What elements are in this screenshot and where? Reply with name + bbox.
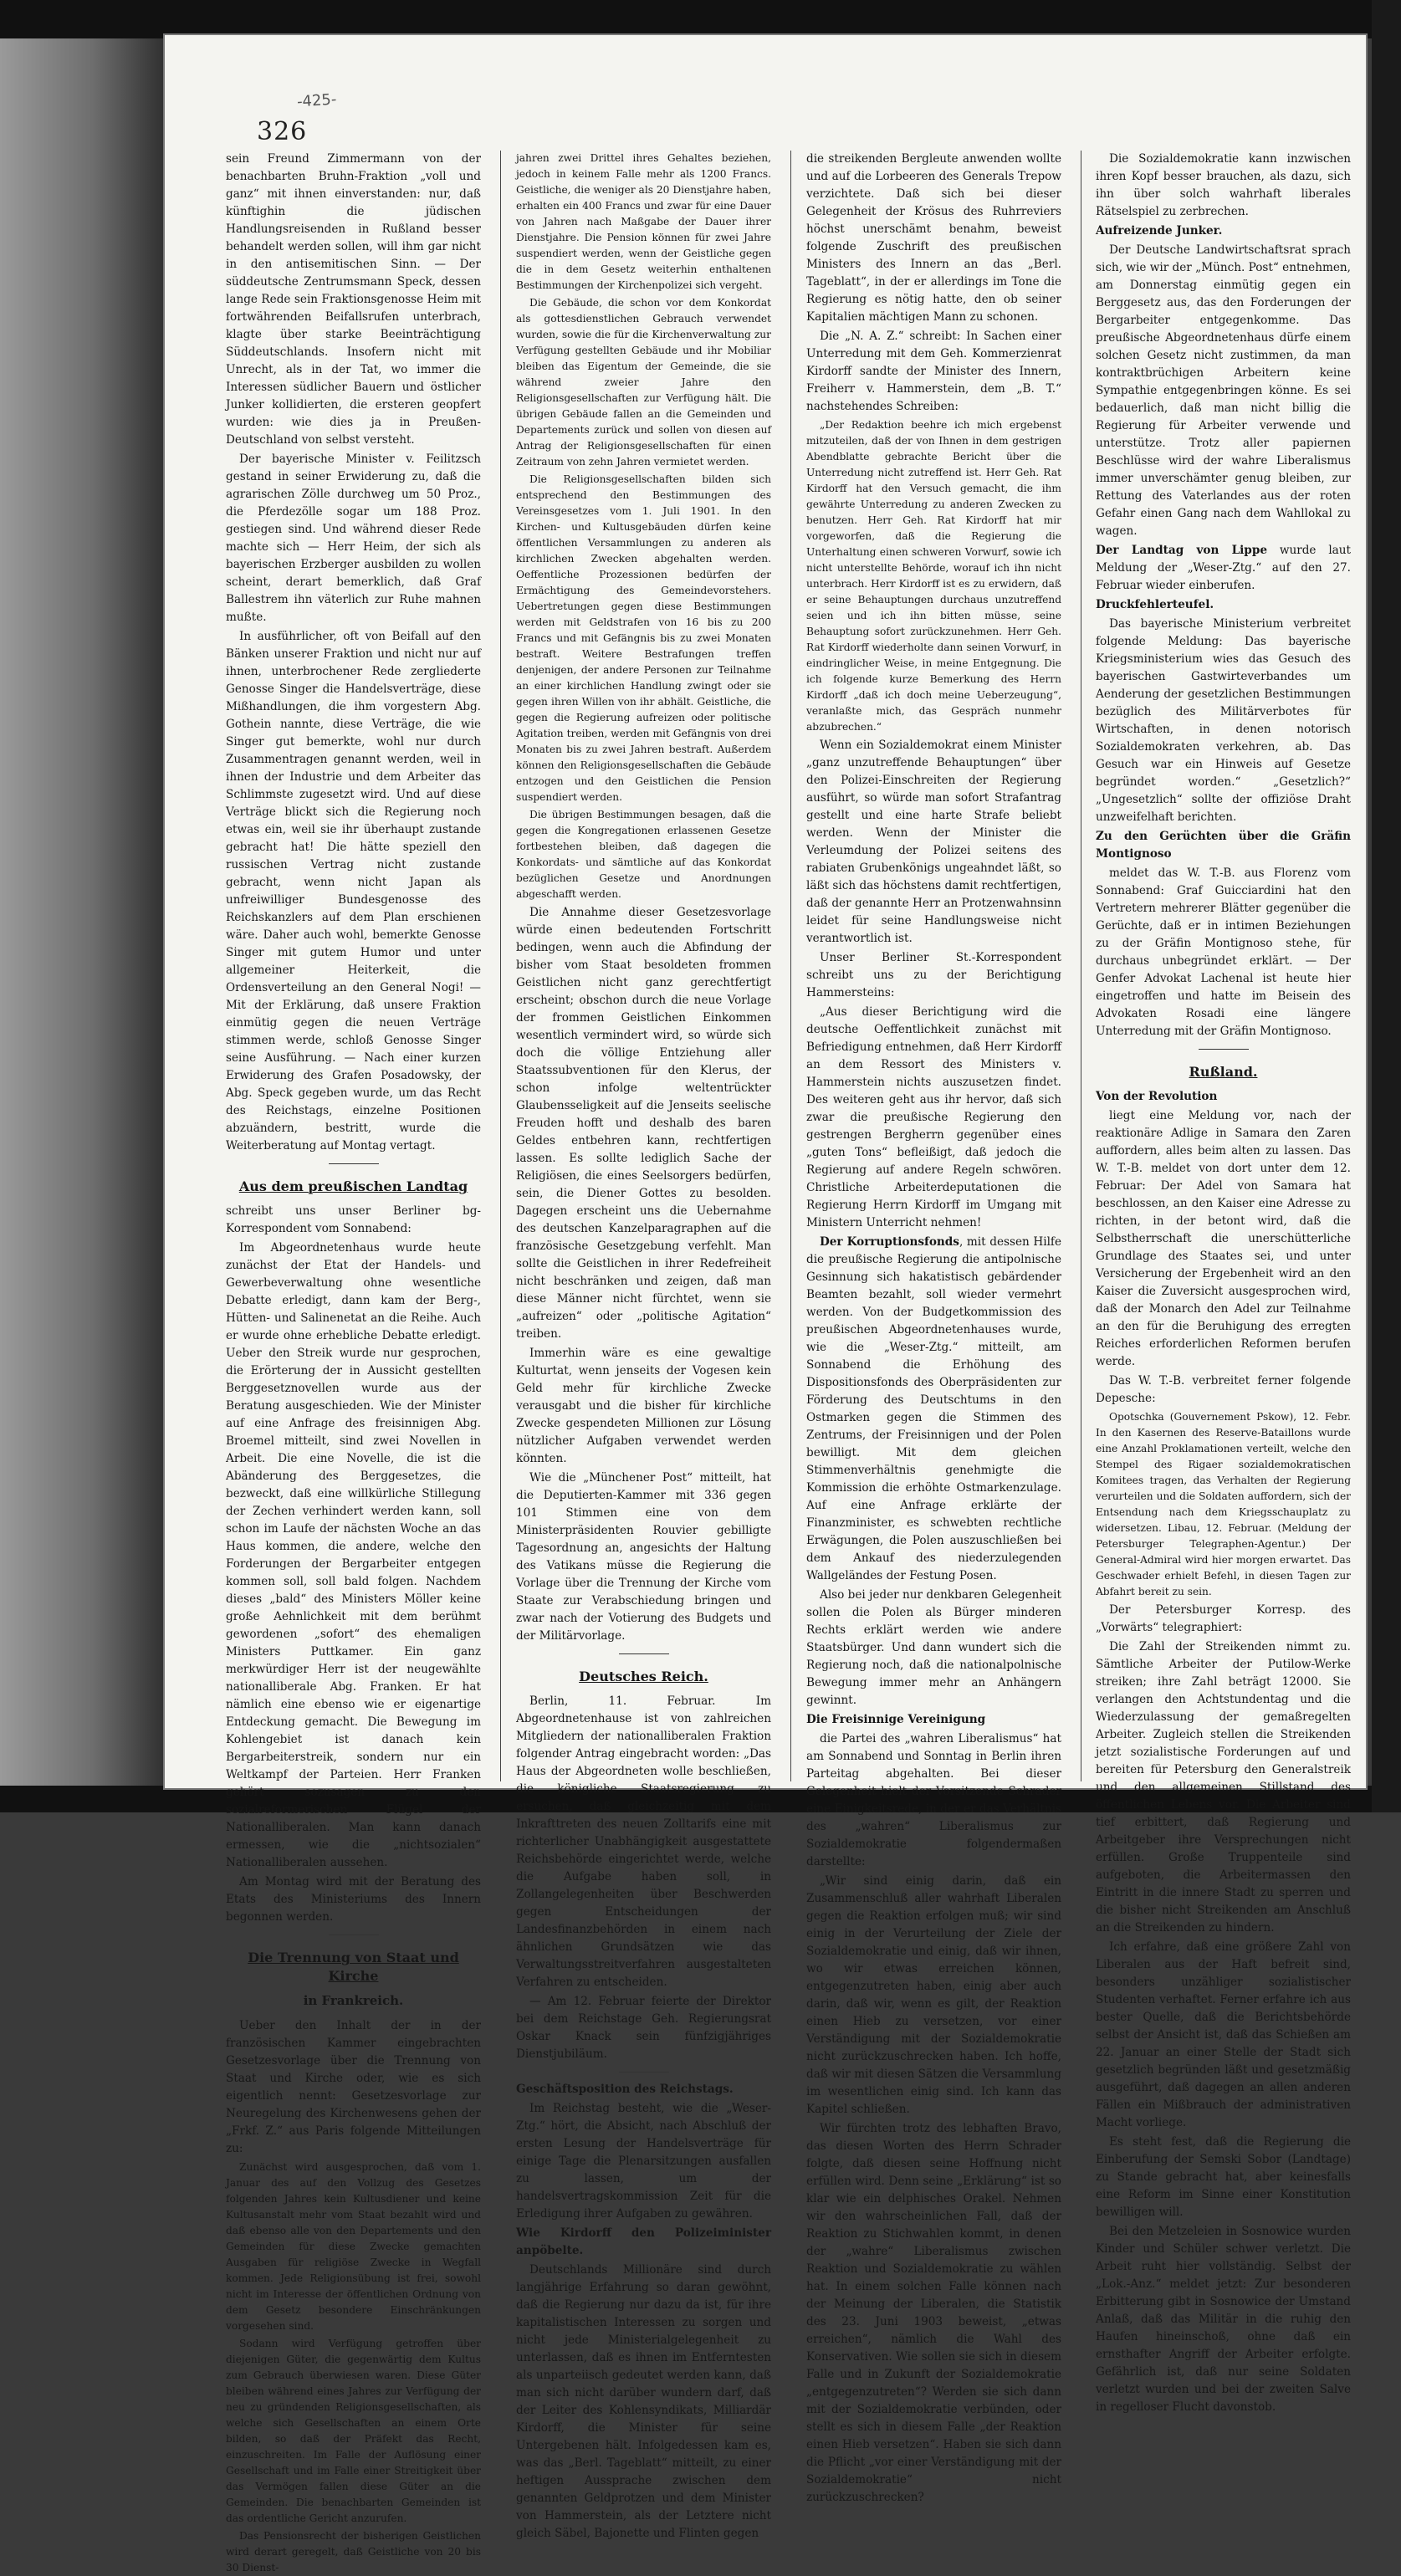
section-heading: Die Trennung von Staat und Kirche [248,1950,459,1984]
paragraph: meldet das W. T.-B. aus Florenz vom Sonnabend: Graf Guicciardini hat den Vertretern mehrerer Blätter gegenüber die Gerüchte, daß er in intimen Beziehungen zu der Gräfin Montignoso stehe, für durchaus unbegründet erklärt. — Der Genfer Advokat Lachenal ist heute hier eingetroffen und hatte im Beisein des Advokaten Rosadi eine längere Unterredung mit der Gräfin Montignoso. [1096,866,1351,1038]
paragraph: Ich erfahre, daß eine größere Zahl von Liberalen aus der Haft befreit sind, besonders unzähliger sozialistischer Studenten verhaftet. Ferner erfahre ich aus bester Quelle, daß die Berichtsbehörde selbst der Ansicht ist, daß das Schießen am 22. Januar an einer Stelle der Stadt sich gesetzlich begründen läßt und gesetzmäßig ausgeführt, daß dagegen an allen anderen Fällen ein Mißbrauch der administrativen Macht vorliege. [1096,1940,1351,2129]
paragraph: Wenn ein Sozialdemokrat einem Minister „ganz unzutreffende Behauptungen“ über den Polizei-Einschreiten der Regierung ausführt, so würde man sofort Strafantrag gestellt und eine harte Strafe beliebt werden. Wenn der Minister die Verleumdung der Polizei seitens des rabiaten Grubenkönigs ungeahndet läßt, so läßt sich das höchstens damit rechtfertigen, daß der genannte Herr an Protzenwahnsinn leidet für seine Handlungsweise nicht verantwortlich ist. [806,739,1061,945]
separator [619,1653,669,1654]
paragraph: Die Religionsgesellschaften bilden sich entsprechend den Bestimmungen des Vereinsgesetzes vom 1. Juli 1901. In den Kirchen- und Kultusgebäuden dürfen keine öffentlichen Versammlungen zu anderen als kirchlichen Zwecken abgehalten werden. Oeffentliche Prozessionen bedürfen der Ermächtigung des Gemeindevorstehers. Uebertretungen gegen diese Bestimmungen werden mit Geldstrafen von 16 bis zu 200 Francs und mit Gefängnis bis zu zwei Monaten bestraft. Weitere Bestrafungen treffen denjenigen, der andere Personen zur Teilnahme an einer kirchlichen Handlung zwingt oder sie gegen ihren Willen von ihr abhält. Geistliche, die gegen die Regierung aufreizen oder politische Agitation treiben, werden mit Gefängnis von drei Monaten bis zu zwei Jahren bestraft. Außerdem können den Religionsgesellschaften die Gebäude entzogen und den Geistlichen die Pension suspendiert werden. [516,473,771,803]
paragraph: Bei den Metzeleien in Sosnowice wurden Kinder und Schüler schwer verletzt. Die Arbeit ruht hier vollständig. Selbst der „Lok.-Anz.“ meldet jetzt: Zur besonderen Erbitterung gibt in Sosnowice der Umstand Anlaß, daß das Militär in die ruhig den Haufen hineinschoß, ohne daß ein ernsthafter Angriff der Arbeiter erfolgte. Gefährlich ist, daß nur seine Soldaten verletzt wurden und bei der zweiten Salve in regelloser Flucht davonstob. [1096,2225,1351,2414]
paragraph: die streikenden Bergleute anwenden wollte und auf die Lorbeeren des Generals Trepow verzichtete. Daß sich bei dieser Gelegenheit der Krösus des Ruhrreviers höchst unerschämt benahm, beweist folgende Zuschrift des preußischen Ministers des Innern an das „Berl. Tageblatt“, in der er allerdings im Tone die Regierung es nötig hatte, den ob seiner Kapitalien mächtigen Mann zu schonen. [806,152,1061,324]
paragraph: Immerhin wäre es eine gewaltige Kulturtat, wenn jenseits der Vogesen kein Geld mehr für kirchliche Zwecke verausgabt und die bisher für kirchliche Zwecke gespendeten Millionen zur Lösung nützlicher Aufgaben verwendet werden könnten. [516,1347,771,1465]
separator [1199,1049,1249,1050]
inline-heading: Der Korruptionsfonds [820,1235,959,1249]
paragraph: Die Zahl der Streikenden nimmt zu. Sämtliche Arbeiter der Putilow-Werke streiken; ihre Zahl beträgt 12000. Sie verlangen den Achtstundentag und die Wiederzulassung der gemaßregelten Arbeiter. Zugleich stellen die Streikenden jetzt sozialistische Forderungen auf und bereiten für Petersburg den Generalstreik und den allgemeinen Stillstand des öffentlichen Lebens vor. Die Arbeiter sind tief erbittert, daß Regierung und Arbeitgeber ihre Versprechungen nicht erfüllen. Große Truppenteile sind aufgeboten, die Arbeitermassen den Eintritt in die innere Stadt zu sperren und die bisher nicht Streikenden am Anschluß an die Streikenden zu hindern. [1096,1640,1351,1935]
paragraph: „Wir sind einig darin, daß ein Zusammenschluß aller wahrhaft Liberalen gegen die Reaktion erfolgen muß; wir sind einig in der Verurteilung der Ziele der Sozialdemokratie und einig, daß wir ihnen, wo wir etwas erreichen können, entgegenzutreten haben, einig aber auch darin, daß wir, wenn es gilt, der Reaktion einen Hieb zu versetzen, vor einer Verständigung mit der Sozialdemokratie nicht zurückzuschrecken haben. Ich hoffe, daß wir mit diesen Sätzen die Versammlung im wesentlichen einig sind. Ich kann das Kapitel schließen. [806,1874,1061,2116]
paragraph: Im Abgeordnetenhaus wurde heute zunächst der Etat der Handels- und Gewerbeverwaltung ohne wesentliche Debatte erledigt, dann kam der Berg-, Hütten- und Salinenetat an die Reihe. Auch er wurde ohne erhebliche Debatte erledigt. Ueber den Streik wurde nur gesprochen, die Erörterung der in Aussicht gestellten Berggesetznovellen wurde aus der Beratung ausgeschieden. Wie der Minister auf eine Anfrage des freisinnigen Abg. Broemel mitteilt, sind zwei Novellen in Arbeit. Die eine Novelle, die ist die Abänderung des Berggesetzes, die bezweckt, daß eine willkürliche Stillegung der Zechen verhindert werden kann, soll schon im Laufe der nächsten Woche an das Haus kommen, die andere, welche den Forderungen der Bergarbeiter entgegen kommen soll, soll bald folgen. Nachdem dieses „bald“ des Ministers Möller keine große Aehnlichkeit mit dem berühmt gewordenen „sofort“ des ehemaligen Ministers Puttkamer. Ein ganz merkwürdiger Herr ist der neugewählte nationalliberale Abg. Franken. Er hat nämlich eine ebenso wie er eigenartige Entdeckung gemacht. Die Bewegung im Kohlengebiet ist danach kein Bergarbeiterstreik, sondern nur ein Weltkampf der Parteien. Herr Franken gehört sozusagen zu den sozialreformerischen Flügel der Nationalliberalen. Man kann danach ermessen, wie die „nichtsozialen“ Nationalliberalen aussehen. [226,1241,481,1869]
paragraph: Zunächst wird ausgesprochen, daß vom 1. Januar des auf den Vollzug des Gesetzes folgenden Jahres kein Kultusdiener und keine Kultusanstalt mehr vom Staat bezahlt wird und daß ebenso alle von den Departements und den Gemeinden für diese Zwecke gemachten Ausgaben für religiöse Zwecke in Wegfall kommen. Jede Religionsübung ist frei, sowohl nicht im Interesse der öffentlichen Ordnung von dem Gesetz besondere Einschränkungen vorgesehen sind. [226,2161,481,2332]
paragraph: Am Montag wird mit der Beratung des Etats des Ministeriums des Innern begonnen werden. [226,1875,481,1924]
paragraph: „Aus dieser Berichtigung wird die deutsche Oeffentlichkeit zunächst mit Befriedigung entnehmen, daß Herr Kirdorff an dem Ressort des Ministers v. Hammerstein nichts auszusetzen findet. Des weiteren geht aus ihr hervor, daß sich zwar die preußische Regierung den gestrengen Bergherrn gegenüber eines „guten Tons“ befleißigt, daß jedoch die Regierung auf andere Regeln schwören. Christliche Arbeiterdeputationen die Regierung Herrn Kirdorff im Umgang mit Ministern Unterricht nehmen! [806,1005,1061,1229]
section-heading: Deutsches Reich. [579,1669,708,1684]
paragraph: Also bei jeder nur denkbaren Gelegenheit sollen die Polen als Bürger minderen Rechts erklärt werden wie andere Staatsbürger. Und dann wundert sich die Regierung noch, daß die nationalpolnische Bewegung immer mehr an Anhängern gewinnt. [806,1588,1061,1707]
page-number: 326 [257,117,308,146]
column-1 [226,151,481,2573]
inline-heading: Aufreizende Junker. [1096,224,1223,238]
paragraph: schreibt uns unser Berliner bg-Korrespondent vom Sonnabend: [226,1204,481,1235]
inline-heading: Zu den Gerüchten über die Gräfin Montignoso [1096,830,1351,861]
section-heading: Rußland. [1189,1064,1258,1080]
article-columns [226,151,1351,2573]
paragraph: Unser Berliner St.-Korrespondent schreibt uns zu der Berichtigung Hammersteins: [806,951,1061,999]
inline-heading: Von der Revolution [1096,1090,1218,1103]
paragraph: Deutschlands Millionäre sind durch langjährige Erfahrung so daran gewöhnt, daß die Regierung nur dazu da ist, für ihre kapitalistischen Interessen zu sorgen und nicht jede Ministerialgelegenheit zu unterlassen, daß es ihnen im Entferntesten als unparteiisch gedeutet werden kann, daß man sich nicht darüber wundern darf, daß der Leiter des Kohlensyndikats, Milliardär Kirdorff, die Minister für seine Untergebenen hält. Infolgedessen kam es, was das „Berl. Tageblatt“ mitteilt, zu einer heftigen Aussprache zwischen dem genannten Geldprotzen und dem Minister von Hammerstein, als der Letztere nicht gleich Säbel, Bajonette und Flinten gegen [516,2263,771,2540]
separator [329,1163,379,1164]
paragraph: Die übrigen Bestimmungen besagen, daß die gegen die Kongregationen erlassenen Gesetze fortbestehen bleiben, daß dagegen die Konkordats- und sämtliche auf das Konkordat bezüglichen Gesetze und Anordnungen abgeschafft werden. [516,809,771,900]
paragraph: Die Annahme dieser Gesetzesvorlage würde einen bedeutenden Fortschritt bedingen, wenn auch die Abfindung der bisher vom Staat besoldeten frommen Geistlichen nicht ganz gerechtfertigt erscheint; obschon durch die neue Vorlage der frommen Geistlichen Einkommen wesentlich vermindert wird, so würde sich doch die völlige Entziehung aller Staatssubventionen für den Klerus, der schon infolge weltentrückter Glaubensseligkeit auf die Jenseits seelische Freuden hofft und deshalb des baren Geldes entbehren kann, rechtfertigen lassen. Es sollte lediglich Sache der Religiösen, die eines Seelsorgers bedürfen, sein, die Diener Gottes zu besolden. Dagegen erscheint uns die Uebernahme des deutschen Kanzelparagraphen auf die französische Gesetzgebung verfehlt. Man sollte die Geistlichen in ihrer Redefreiheit nicht beschränken und zeigen, daß man diese Männer nicht fürchtet, wenn sie „aufreizen“ oder „politische Agitation“ treiben. [516,906,771,1341]
paragraph: die Partei des „wahren Liberalismus“ hat am Sonnabend und Sonntag in Berlin ihren Parteitag abgehalten. Bei dieser Gelegenheit hielt der Vorsitzende Schrader eine Einigkeitsrede, in der er das Verhältnis des „wahren“ Liberalismus zur Sozialdemokratie folgendermaßen darstellte: [806,1732,1061,1868]
paragraph: Der Deutsche Landwirtschaftsrat sprach sich, wie wir der „Münch. Post“ entnehmen, am Donnerstag einmütig gegen ein Berggesetz aus, das den Forderungen der Bergarbeiter entgegenkomme. Das preußische Abgeordnetenhaus dürfe einem solchen Gesetz nicht zustimmen, da man kontraktbrüchigen Arbeitern keine Sympathie entgegenbringen könne. Es sei bedauerlich, daß man nicht billig die Regierung für Arbeiter verwende und unterstütze. Trotz aller papiernen Beschlüsse wird der wahre Liberalismus immer unverschämter genug bleiben, zur Rettung des Vaterlandes aus der roten Gefahr einen Gang nach dem Wahllokal zu wagen. [1096,243,1351,538]
paragraph: Sodann wird Verfügung getroffen über diejenigen Güter, die gegenwärtig dem Kultus zum Gebrauch überwiesen waren. Diese Güter bleiben während eines Jahres zur Verfügung der neu zu gründenden Religionsgesellschaften, als welche sich Gesellschaften an einem Orte bilden, so daß der Präfekt das Recht, einzuschreiten. Im Falle der Auflösung einer Gesellschaft und im Falle einer Streitigkeit über das Vermögen fallen diese Güter an die Gemeinden. Die benachbarten Gemeinden ist das ordentliche Gericht anzurufen. [226,2338,481,2524]
paragraph: Der Petersburger Korresp. des „Vorwärts“ telegraphiert: [1096,1603,1351,1634]
paragraph: Das Pensionsrecht der bisherigen Geistlichen wird derart geregelt, daß Geistliche von 20 bis 30 Dienst- [226,2530,481,2573]
paragraph: sein Freund Zimmermann von der benachbarten Bruhn-Fraktion „voll und ganz“ mit ihnen einverstanden: nur, daß künftighin die jüdischen Handlungsreisenden in Rußland besser behandelt werden sollen, will ihm gar nicht in den antisemitischen Sinn. — Der süddeutsche Zentrumsmann Speck, dessen lange Rede sein Fraktionsgenosse Heim mit fortwährenden Beifallsrufen unterbrach, klagte über starke Beeinträchtigung Süddeutschlands. Insofern nicht mit Unrecht, als in der Tat, wo immer die Interessen südlicher Bauern und östlicher Junker kollidierten, die ersteren geopfert wurden: wie dies ja in Preußen-Deutschland von selbst versteht. [226,152,481,447]
inline-heading: Der Landtag von Lippe [1096,544,1267,557]
paragraph: Der bayerische Minister v. Feilitzsch gestand in seiner Erwiderung zu, daß die agrarischen Zölle durchweg um 50 Proz., die Pferdezölle sogar um 188 Proz. gestiegen sind. Und während dieser Rede machte sich — Herr Heim, der sich als bayerischen Erzberger ausbilden zu wollen scheint, derart bemerklich, daß Graf Ballestrem ihn väterlich zur Ruhe mahnen mußte. [226,452,481,624]
paragraph: Wir fürchten trotz des lebhaften Bravo, das diesen Worten des Herrn Schrader folgte, daß diesen seine Hoffnung nicht erfüllen wird. Denn seine „Erklärung“ ist so klar wie ein delphisches Orakel. Nehmen wir den wahrscheinlichen Fall, daß der Reaktion zu Stichwahlen kommt, in denen der „wahre“ Liberalismus zwischen Reaktion und Sozialdemokratie zu wählen hat. In einem solchen Falle können nach der Meinung der Liberalen, die Statistik des 23. Juni 1903 beweist, „etwas erreichen“, nämlich die Wahl des Konservativen. Wie sollen sie sich in diesem Falle und in Zukunft der Sozialdemokratie „entgegenzutreten“? Werden sie sich dann mit der Sozialdemokratie verbünden, oder stellt es sich in diesem Falle „der Reaktion einen Hieb versetzen“. Haben sie sich dann die Pflicht „vor einer Verständigung mit der Sozialdemokratie“ nicht zurückzuschrecken? [806,2122,1061,2504]
paragraph: Ueber den Inhalt der in der französischen Kammer eingebrachten Gesetzesvorlage über die Trennung von Staat und Kirche oder, wie es sich eigentlich nennt: Gesetzesvorlage zur Neuregelung des Kirchenwesens gehen der „Frkf. Z.“ aus Paris folgende Mitteilungen zu: [226,2019,481,2155]
paragraph: „Der Redaktion beehre ich mich ergebenst mitzuteilen, daß der von Ihnen in dem gestrigen Abendblatte gebrachte Bericht über die Unterredung nicht zutreffend ist. Herr Geh. Rat Kirdorff hat den Versuch gemacht, die ihm gewährte Unterredung zu anderen Zwecken zu benutzen. Herr Geh. Rat Kirdorff hat mir vorgeworfen, daß die Regierung die Unterhaltung einen schweren Vorwurf, sowie ich nicht unterstellte Behörde, worauf ich ihn nicht unterbrach. Herr Kirdorff ist es zu erwidern, daß er seine Behauptungen durchaus unzutreffend seien und ich ihn bitten müsse, seine Behauptung sofort zurückzunehmen. Herr Geh. Rat Kirdorff wiederholte dann seinen Vorwurf, in eindringlicher Weise, in meine Entgegnung. Die ich folgende kurze Bemerkung des Herrn Kirdorff „daß ich doch meine Ueberzeugung“, veranlaßte mich, das Gespräch nunmehr abzubrechen.“ [806,419,1061,733]
page-stamp: -425- [296,90,338,111]
paragraph: Im Reichstag besteht, wie die „Weser-Ztg.“ hört, die Absicht, nach Abschluß der ersten Lesung der Handelsverträge für einige Tage die Plenarsitzungen ausfallen zu lassen, um der handelsvertragskommission Zeit für die Erledigung ihrer Aufgaben zu gewähren. [516,2102,771,2221]
paragraph: In ausführlicher, oft von Beifall auf den Bänken unserer Fraktion und nicht nur auf ihnen, unterbrochener Rede zergliederte Genosse Singer die Handelsverträge, diese Mißhandlungen, die ihm vorgestern Abg. Gothein nannte, diese Verträge, die wie Singer gut bemerkte, wohl nur durch Zusammentragen genannt werden, weil in ihnen der Industrie und dem Arbeiter das Schlimmste zugesetzt wird. Und auf diese Verträge blickt sich die Regierung noch etwas ein, weil sie ihr überhaupt zustande gebracht hat! Die hätte speziell den russischen Vertrag nicht zustande gebracht, wenn nicht Japan als unfreiwilliger Bundesgenosse des Reichskanzlers auf dem Plan erschienen wäre. Daher auch wohl, bemerkte Genosse Singer mit gutem Humor und unter allgemeiner Heiterkeit, die Ordensverteilung an den General Nogi! — Mit der Erklärung, daß unsere Fraktion einmütig gegen die neuen Verträge stimmen werde, schloß Genosse Singer seine Ausführung. — Nach einer kurzen Erwiderung des Grafen Posadowsky, der Abg. Speck gegeben wurde, um das Recht des Reichstags, einzelne Positionen abzuändern, bestritt, wurde die Weiterberatung auf Montag vertagt. [226,630,481,1153]
column-3 [806,151,1061,2504]
paragraph: jahren zwei Drittel ihres Gehaltes beziehen, jedoch in keinem Falle mehr als 1200 Francs. Geistliche, die weniger als 20 Dienstjahre haben, erhalten ein 400 Francs und zwar für eine Dauer von Jahren nach Maßgabe der Dauer ihrer Dienstjahre. Die Pension können für zwei Jahre suspendiert werden, wenn der Geistliche gegen die in dem Gesetz weiterhin enthaltenen Bestimmungen der Kirchenpolizei sich vergeht. [516,152,771,291]
scan-border-right [1372,0,1401,1812]
separator [619,2072,669,2073]
paragraph: Berlin, 11. Februar. Im Abgeordnetenhause ist von zahlreichen Mitgliedern der nationalliberalen Fraktion folgender Antrag eingebracht worden: „Das Haus der Abgeordneten wolle beschließen, die königliche Staatsregierung zu ersuchen, daß gleichzeitig mit dem Inkrafttreten des neuen Zolltarifs eine mit richterlicher Unabhängigkeit ausgestattete Reichsbehörde eingerichtet werde, welche die Aufgabe haben soll, in Zollangelegenheiten über Beschwerden gegen Entscheidungen der Landesfinanzbehörden in einem nach ähnlichen Grundsätzen wie das Verwaltungsstreitverfahren ausgestalteten Verfahren zu entscheiden. [516,1694,771,1989]
inline-heading: Geschäftsposition des Reichstags. [516,2083,734,2096]
scan-border-left [0,0,167,1812]
paragraph: Wie die „Münchener Post“ mitteilt, hat die Deputierten-Kammer mit 336 gegen 101 Stimmen eine von dem Ministerpräsidenten Rouvier gebilligte Tagesordnung an, angesichts der Haltung des Vatikans müsse die Regierung die Vorlage über die Trennung der Kirche vom Staate zur Verabschiedung bringen und zwar nach der Votierung des Budgets und der Militärvorlage. [516,1471,771,1643]
column-rule [500,151,501,1781]
column-rule [790,151,791,1781]
paragraph: Opotschka (Gouvernement Pskow), 12. Febr. In den Kasernen des Reserve-Bataillons wurde eine Anzahl Proklamationen verteilt, welche den Stempel des Rigaer sozialdemokratischen Komitees tragen, das Verhalten der Regierung verurteilen und die Soldaten auffordern, sich der Entsendung nach dem Kriegsschauplatz zu widersetzen. Libau, 12. Februar. (Meldung der Petersburger Telegraphen-Agentur.) Der General-Admiral wird hier morgen erwartet. Das Geschwader erhielt Befehl, in diesen Tagen zur Abfahrt bereit zu sein. [1096,1411,1351,1597]
section-heading: Aus dem preußischen Landtag [238,1178,468,1194]
column-4 [1096,151,1351,2414]
paragraph: liegt eine Meldung vor, nach der reaktionäre Adlige in Samara den Zaren auffordern, alles beim alten zu lassen. Das W. T.-B. meldet von dort unter dem 12. Februar: Der Adel von Samara hat beschlossen, an den Kaiser eine Adresse zu richten, in der betont wird, daß die Selbstherrschaft die unerschütterliche Grundlage des Staates sei, und unter Versicherung der Ergebenheit wird an den Kaiser die Zuversicht ausgesprochen wird, daß der Monarch den Adel zur Teilnahme an den für die Beruhigung des erregten Reiches erforderlichen Reformen berufen werde. [1096,1109,1351,1368]
inline-heading: Druckfehlerteufel. [1096,598,1214,611]
newspaper-page [163,33,1368,2573]
paragraph: Es steht fest, daß die Regierung die Einberufung der Semski Sobor (Landtage) zu Stande gebracht hat, aber keinesfalls eine Reform im Sinne einer Konstitution bewilligen will. [1096,2135,1351,2219]
paragraph: Das W. T.-B. verbreitet ferner folgende Depesche: [1096,1374,1351,1405]
paragraph: Die Gebäude, die schon vor dem Konkordat als gottesdienstlichen Gebrauch verwendet wurden, sowie die für die Kirchenverwaltung zur Verfügung gestellten Gebäude und ihr Mobiliar bleiben das Eigentum der Gemeinde, die sie während zweier Jahre den Religionsgesellschaften zur Verfügung hält. Die übrigen Gebäude fallen an die Gemeinden und Departements zurück und sollen von diesen auf Antrag der Religionsgesellschaften für einen Zeitraum von zehn Jahren vermietet werden. [516,297,771,468]
inline-heading: Wie Kirdorff den Polizeiminister anpöbelte. [516,2226,771,2257]
inline-heading: Die Freisinnige Vereinigung [806,1713,986,1726]
paragraph-text: , mit dessen Hilfe die preußische Regierung die antipolnische Gesinnung sich hakatistisch gebärdender Beamten bezahlt, soll wieder vermehrt werden. Von der Budgetkommission des preußischen Abgeordnetenhauses wurde, wie die „Weser-Ztg.“ mitteilt, am Sonnabend die Erhöhung des Dispositionsfonds des Oberpräsidenten zur Förderung des Deutschtums in den Ostmarken gegen die Stimmen des Zentrums, der Freisinnigen und der Polen bewilligt. Mit dem gleichen Stimmenverhältnis genehmigte die Kommission die erhöhte Ostmarkenzulage. Auf eine Anfrage erklärte der Finanzminister, es schwebten rechtliche Erwägungen, die Polen auszuschließen bei dem Ankauf des niederzulegenden Wallgeländes der Festung Posen. [806,1235,1061,1582]
paragraph: Das bayerische Ministerium verbreitet folgende Meldung: Das bayerische Kriegsministerium wies das Gesuch des bayerischen Gastwirteverbandes um Aenderung der gesetzlichen Bestimmungen bezüglich des Militärverbotes für Wirtschaften, in denen notorisch Sozialdemokraten verkehren, ab. Das Gesuch war ein Hinweis auf Gesetze begründet worden.“ „Gesetzlich?“ „Ungesetzlich“ sollte der offiziöse Draht unzweifelhaft berichten. [1096,617,1351,824]
column-2 [516,151,771,2540]
paragraph: Die Sozialdemokratie kann inzwischen ihren Kopf besser brauchen, als dazu, sich ihn über solch wahrhaft liberales Rätselspiel zu zerbrechen. [1096,152,1351,218]
paragraph: Die „N. A. Z.“ schreibt: In Sachen einer Unterredung mit dem Geh. Kommerzienrat Kirdorff sandte der Minister des Innern, Freiherr v. Hammerstein, dem „B. T.“ nachstehendes Schreiben: [806,330,1061,413]
paragraph-text: wurde laut Meldung der „Weser-Ztg.“ auf den 27. Februar wieder einberufen. [1096,544,1351,592]
section-subheading: in Frankreich. [303,1993,404,2008]
paragraph: — Am 12. Februar feierte der Direktor bei dem Reichstage Geh. Regierungsrat Oskar Knack sein fünfzigjähriges Dienstjubiläum. [516,1995,771,2061]
